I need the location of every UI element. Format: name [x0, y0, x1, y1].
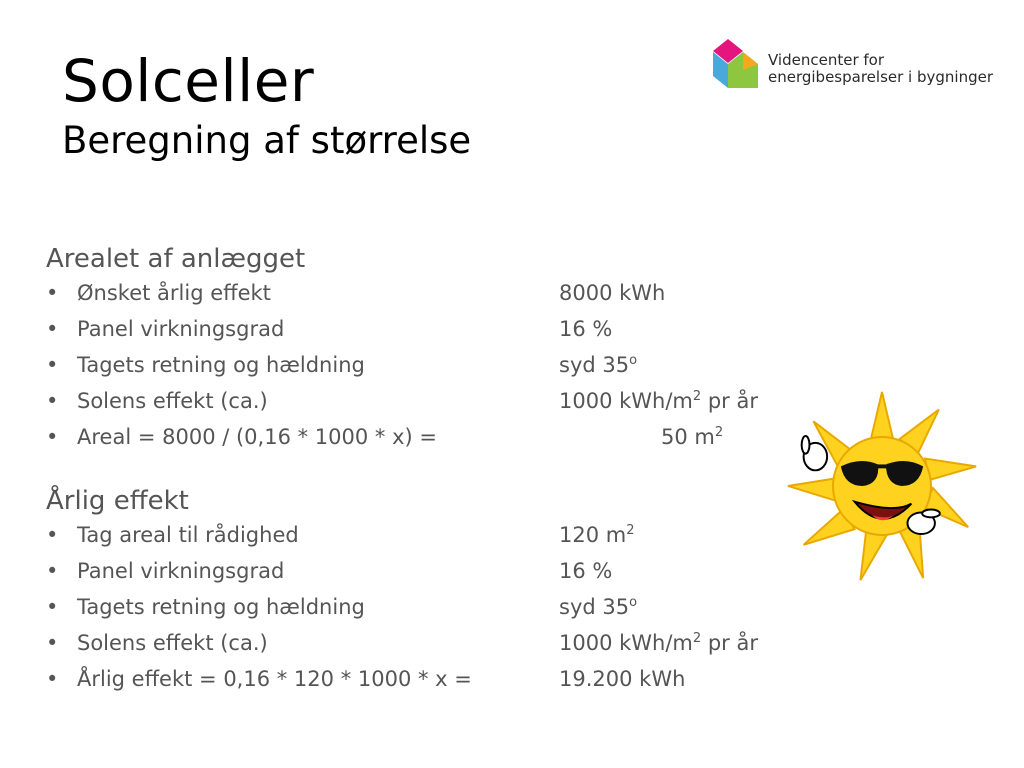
list-item — [46, 419, 806, 455]
item-label: Tag areal til rådighed — [77, 523, 299, 547]
item-value: 8000 kWh — [559, 281, 666, 305]
list-item — [46, 661, 806, 697]
bullet: • — [46, 595, 59, 619]
list-item — [46, 347, 806, 383]
logo-line-1: Videncenter for — [768, 51, 885, 69]
item-value: 50 $m^2$ — [661, 425, 724, 449]
section-heading: Arealet af anlægget — [46, 244, 306, 274]
item-label: Tagets retning og hældning — [77, 353, 365, 377]
section-area — [46, 243, 806, 455]
logo-line-2: energibesparelser i bygninger — [768, 68, 993, 86]
section-heading: Årlig effekt — [46, 486, 189, 516]
bullet: • — [46, 389, 59, 413]
bullet: • — [46, 667, 59, 691]
slide-subtitle: Beregning af størrelse — [62, 119, 472, 162]
list-item — [46, 383, 806, 419]
list-item — [46, 553, 806, 589]
item-label: Årlig effekt = 0,16 * 120 * 1000 * x = — [77, 667, 472, 691]
bullet: • — [46, 281, 59, 305]
bullet: • — [46, 317, 59, 341]
item-value: 120 $m^2$ — [559, 523, 635, 547]
item-label: Panel virkningsgrad — [77, 317, 285, 341]
item-value: 16 % — [559, 559, 613, 583]
slide-title: Solceller — [62, 47, 315, 115]
item-label: Solens effekt (ca.) — [77, 389, 268, 413]
item-label: Tagets retning og hældning — [77, 595, 365, 619]
item-value: 1000 kWh/$m^2$ pr år — [559, 389, 758, 413]
bullet: • — [46, 523, 59, 547]
item-value: syd 35$^o$ — [559, 353, 638, 377]
item-label: Ønsket årlig effekt — [77, 281, 271, 305]
bullet: • — [46, 559, 59, 583]
list-item — [46, 311, 806, 347]
list-item — [46, 625, 806, 661]
list-item — [46, 275, 806, 311]
bullet: • — [46, 631, 59, 655]
house-logo-icon — [710, 36, 766, 96]
title-block — [62, 47, 472, 162]
bullet: • — [46, 425, 59, 449]
item-value: 19.200 kWh — [559, 667, 686, 691]
item-label: Solens effekt (ca.) — [77, 631, 268, 655]
item-value: syd 35$^o$ — [559, 595, 638, 619]
item-label: Areal = 8000 / (0,16 * 1000 * x) = — [77, 425, 437, 449]
bullet: • — [46, 353, 59, 377]
logo — [710, 36, 1000, 96]
item-value: 1000 kWh/$m^2$ pr år — [559, 631, 758, 655]
list-item — [46, 589, 806, 625]
list-item — [46, 517, 806, 553]
section-annual-output — [46, 485, 806, 697]
item-value: 16 % — [559, 317, 613, 341]
item-label: Panel virkningsgrad — [77, 559, 285, 583]
sun-mascot-icon — [784, 388, 980, 584]
logo-text — [768, 52, 993, 86]
